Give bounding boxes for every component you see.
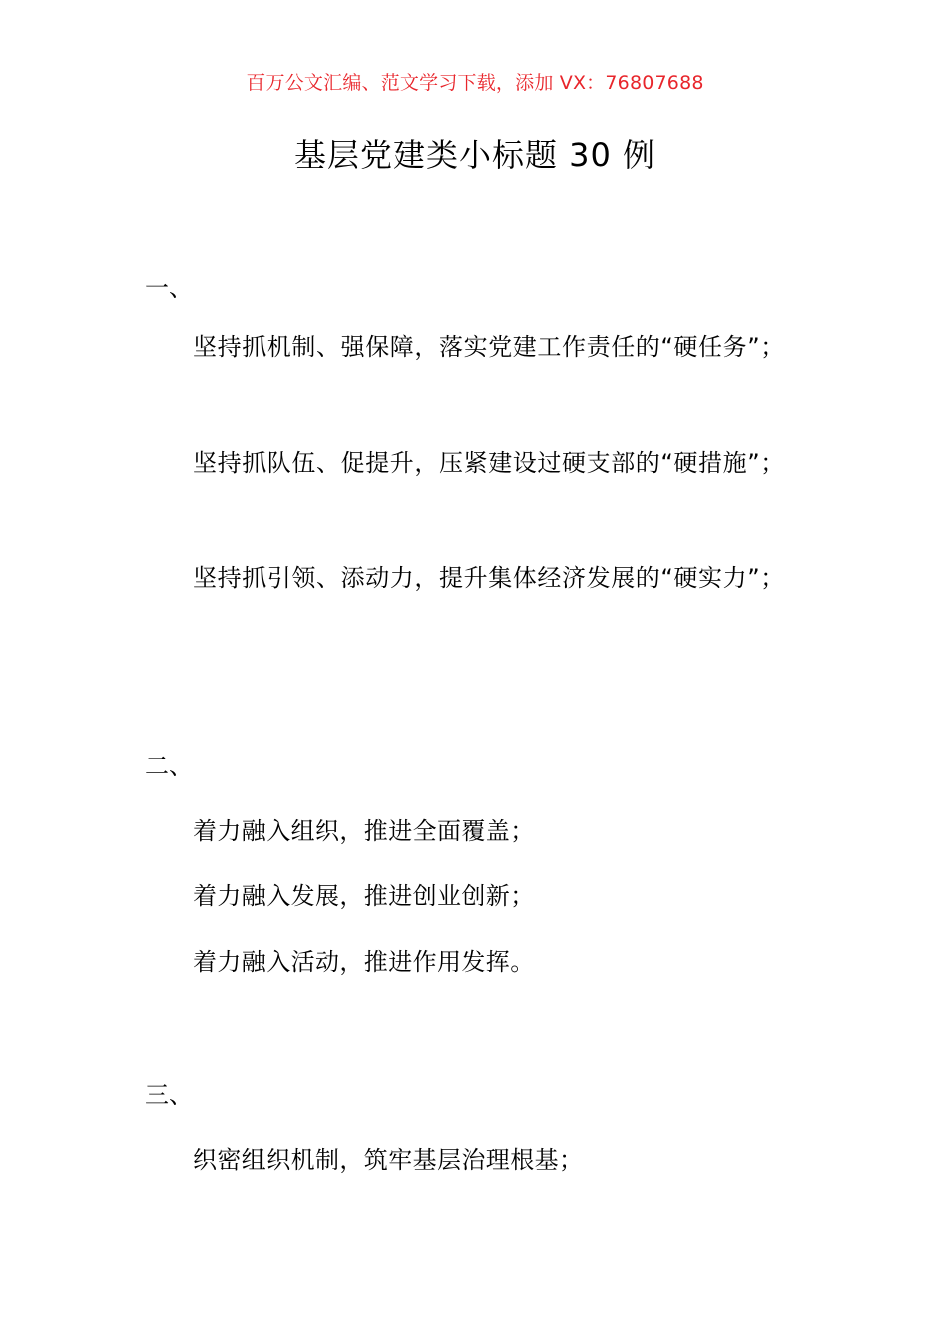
section-marker-1: 一、: [145, 274, 193, 302]
section-3-item-1: 织密组织机制，筑牢基层治理根基；: [193, 1146, 584, 1174]
section-marker-2: 二、: [145, 752, 193, 780]
section-1-item-2: 坚持抓队伍、促提升，压紧建设过硬支部的“硬措施”；: [193, 449, 785, 477]
section-2-item-2: 着力融入发展，推进创业创新；: [193, 882, 535, 910]
section-marker-3: 三、: [145, 1081, 193, 1109]
section-1-item-3: 坚持抓引领、添动力，提升集体经济发展的“硬实力”；: [193, 564, 785, 592]
section-2-item-1: 着力融入组织，推进全面覆盖；: [193, 817, 535, 845]
section-1-item-1: 坚持抓机制、强保障，落实党建工作责任的“硬任务”；: [193, 333, 785, 361]
page-title: 基层党建类小标题 30 例: [293, 136, 657, 174]
header-note: 百万公文汇编、范文学习下载，添加 VX：76807688: [246, 72, 704, 94]
section-2-item-3: 着力融入活动，推进作用发挥。: [193, 948, 535, 976]
